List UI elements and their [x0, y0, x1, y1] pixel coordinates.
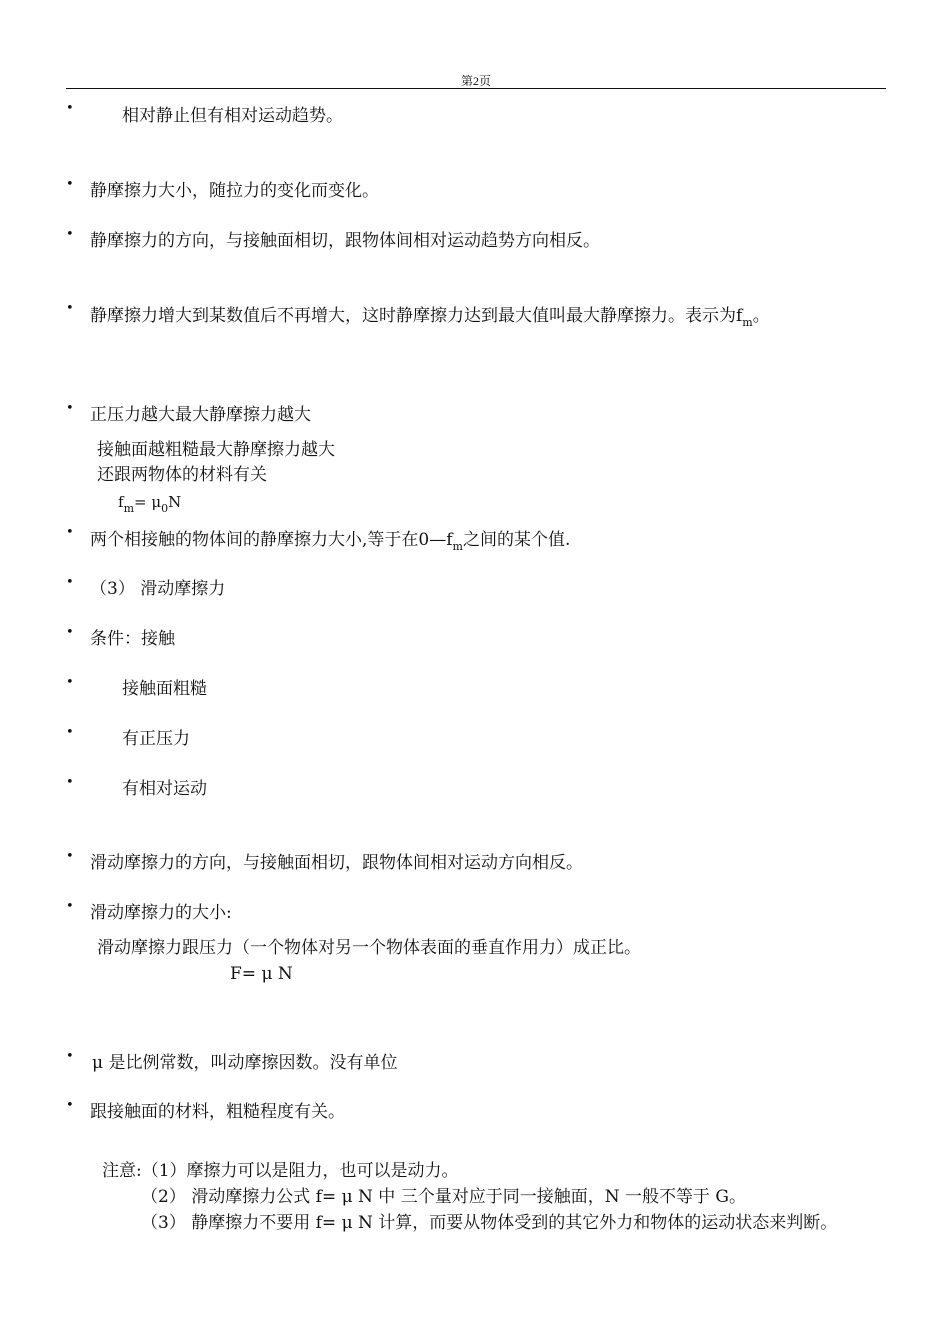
page-header	[66, 70, 886, 89]
subscript-m: m	[742, 316, 753, 329]
formula-sliding: F= μ N	[230, 964, 293, 984]
subscript-m-2: m	[452, 540, 463, 553]
bullet-3: •	[66, 227, 74, 242]
text-line-10: 条件：接触	[90, 629, 175, 649]
formula-n: N	[168, 493, 182, 511]
formula-mid: = μ	[134, 493, 162, 511]
text-line-9: （3） 滑动摩擦力	[90, 579, 226, 599]
text-line-6: 接触面越粗糙最大静摩擦力越大	[97, 440, 335, 460]
formula-f: f	[118, 493, 124, 511]
note-line-1: 注意:（1）摩擦力可以是阻力，也可以是动力。	[102, 1161, 459, 1181]
text-line-16: 滑动摩擦力跟压力（一个物体对另一个物体表面的垂直作用力）成正比。	[97, 938, 641, 958]
text-line-2: 静摩擦力大小，随拉力的变化而变化。	[90, 181, 379, 201]
text-line-3: 静摩擦力的方向，与接触面相切，跟物体间相对运动趋势方向相反。	[90, 231, 600, 251]
bullet-6: •	[66, 525, 74, 540]
bullet-1: •	[66, 101, 74, 116]
bullet-5: •	[66, 401, 74, 416]
formula-sub-m: m	[123, 502, 134, 515]
text-line-4	[90, 306, 770, 329]
text-line-4-main: 静摩擦力增大到某数值后不再增大，这时静摩擦力达到最大值叫最大静摩擦力。表示为f	[90, 306, 743, 326]
note-line-2: （2） 滑动摩擦力公式 f= μ N 中 三个量对应于同一接触面，N 一般不等于 G。	[141, 1187, 746, 1207]
bullet-7: •	[66, 575, 74, 590]
text-line-5: 正压力越大最大静摩擦力越大	[90, 405, 311, 425]
text-line-13: 有相对运动	[122, 779, 207, 799]
text-line-7: 还跟两物体的材料有关	[97, 465, 267, 485]
bullet-10: •	[66, 725, 74, 740]
bullet-2: •	[66, 177, 74, 192]
bullet-13: •	[66, 899, 74, 914]
text-line-18: μ 是比例常数，叫动摩擦因数。没有单位	[92, 1053, 398, 1073]
bullet-11: •	[66, 775, 74, 790]
text-line-14: 滑动摩擦力的方向，与接触面相切，跟物体间相对运动方向相反。	[90, 853, 583, 873]
text-line-15: 滑动摩擦力的大小:	[90, 903, 232, 923]
bullet-15: •	[66, 1098, 74, 1113]
text-line-11: 接触面粗糙	[122, 679, 207, 699]
formula-max-static	[118, 492, 182, 515]
bullet-12: •	[66, 849, 74, 864]
text-line-8-end: 之间的某个值.	[462, 530, 571, 550]
bullet-4: •	[66, 301, 74, 316]
text-line-4-end: 。	[752, 306, 770, 326]
text-line-8	[90, 530, 571, 553]
bullet-9: •	[66, 675, 74, 690]
note-line-3: （3） 静摩擦力不要用 f= μ N 计算，而要从物体受到的其它外力和物体的运动状态来判断。	[141, 1213, 838, 1233]
bullet-14: •	[66, 1049, 74, 1064]
text-line-12: 有正压力	[122, 729, 190, 749]
bullet-8: •	[66, 625, 74, 640]
text-line-1: 相对静止但有相对运动趋势。	[122, 106, 343, 126]
text-line-19: 跟接触面的材料，粗糙程度有关。	[90, 1102, 345, 1122]
page-number: 第2页	[460, 74, 491, 88]
text-line-8-main: 两个相接触的物体间的静摩擦力大小,等于在0—f	[90, 530, 453, 550]
formula-sub-0: 0	[161, 502, 169, 515]
